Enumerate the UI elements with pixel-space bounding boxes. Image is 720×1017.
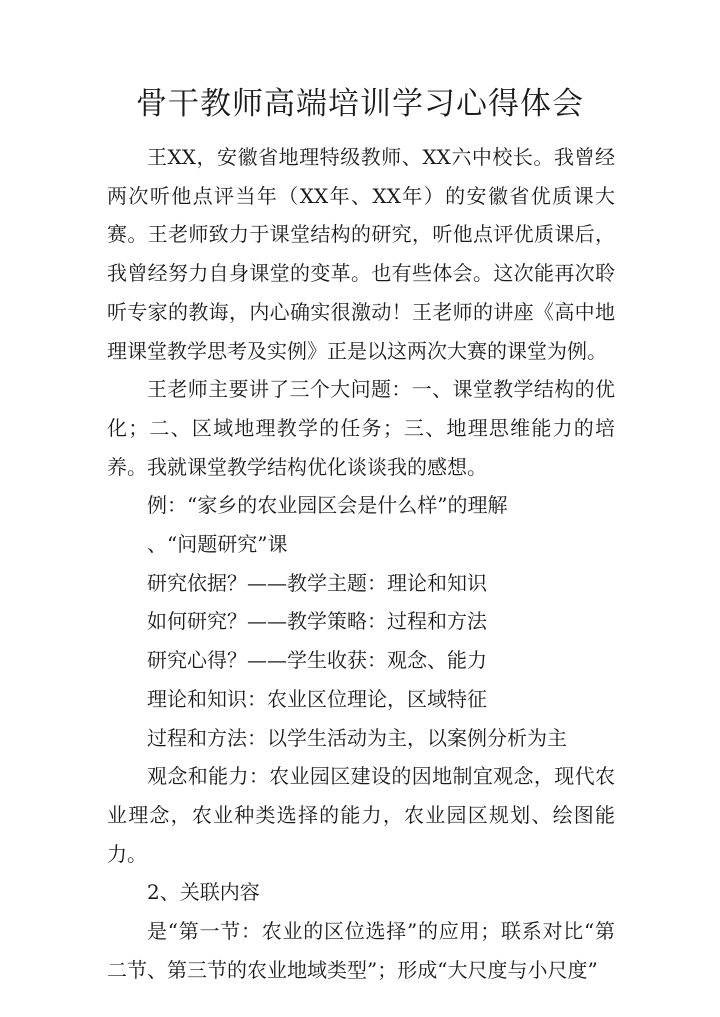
document-body	[107, 138, 615, 989]
paragraph-problem-research: 、“问题研究”课	[147, 532, 288, 557]
paragraph-intro: 王XX，安徽省地理特级教师、XX六中校长。我曾经两次听他点评当年（XX年、XX年）的安徽省优质课大赛。王老师致力于课堂结构的研究，听他点评优质课后，我曾经努力自身课堂的变革。也有些体会。这次能再次聆听专家的教诲，内心确实很激动！王老师的讲座《高中地理课堂教学思考及实例》正是以这两次大赛的课堂为例。	[107, 145, 615, 363]
paragraph-research-method: 如何研究？——教学策略：过程和方法	[147, 609, 487, 634]
paragraph-research-gains: 研究心得？——学生收获：观念、能力	[147, 648, 487, 673]
paragraph-research-basis: 研究依据？——教学主题：理论和知识	[147, 570, 487, 595]
paragraph-main-topics: 王老师主要讲了三个大问题：一、课堂教学结构的优化；二、区域地理教学的任务；三、地理思维能力的培养。我就课堂教学结构优化谈谈我的感想。	[107, 377, 615, 479]
paragraph-example: 例：“家乡的农业园区会是什么样”的理解	[147, 493, 508, 518]
paragraph-related-content: 是“第一节：农业的区位选择”的应用；联系对比“第二节、第三节的农业地域类型”；形成“大尺度与小尺度”	[107, 919, 615, 982]
paragraph-theory-knowledge: 理论和知识：农业区位理论，区域特征	[147, 686, 487, 711]
document-title: 骨干教师高端培训学习心得体会	[136, 86, 584, 122]
paragraph-concept-ability: 观念和能力：农业园区建设的因地制宜观念，现代农业理念，农业种类选择的能力，农业园区规划、绘图能力。	[107, 764, 615, 866]
paragraph-related-content-heading: 2、关联内容	[147, 880, 260, 905]
paragraph-process-method: 过程和方法：以学生活动为主，以案例分析为主	[147, 725, 567, 750]
